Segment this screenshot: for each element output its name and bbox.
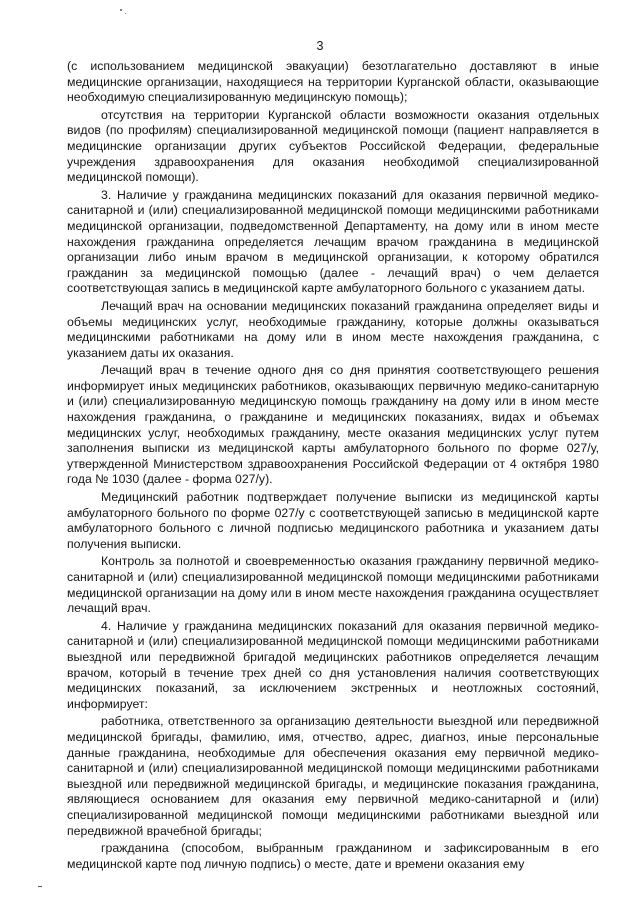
page-number: 3 — [316, 39, 324, 53]
scan-speck — [120, 9, 122, 11]
paragraph: Лечащий врач на основании медицинских показаний гражданина определяет виды и объемы медицинских услуг, необходимые гражданину, которые должны оказываться медицинскими работниками на дому или в ином месте нахождения гражданина, с указанием даты их оказания. — [67, 298, 599, 360]
paragraph: (с использованием медицинской эвакуации) безотлагательно доставляют в иные медицинские организации, находящиеся на территории Курганской области, оказывающие необходимую специализированную медицинскую помощь); — [67, 59, 599, 105]
paragraph: Лечащий врач в течение одного дня со дня принятия соответствующего решения информирует иных медицинских работников, оказывающих первичную медико-санитарную и (или) специализированную медицинскую помощь гражданину на дому или в ином месте нахождения гражданина, о гражданине и медицинских показаниях, видах и объемах медицинских услуг, необходимых гражданину, месте оказания медицинских услуг путем заполнения выписки из медицинской карты амбулаторного больного по форме 027/у, утвержденной Министерством здравоохранения Российской Федерации от 4 октября 1980 года № 1030 (далее - форма 027/у). — [67, 363, 599, 487]
paragraph: Контроль за полнотой и своевременностью оказания гражданину первичной медико-санитарной и (или) специализированной медицинской помощи медицинскими работниками медицинской организации на дому или в ином месте нахождения гражданина осуществляет лечащий врач. — [67, 554, 599, 616]
paragraph: 3. Наличие у гражданина медицинских показаний для оказания первичной медико-санитарной и (или) специализированной медицинской помощи медицинскими работниками медицинской организации, подведомственной Департаменту, на дому или в ином месте нахождения гражданина определяется лечащим врачом гражданина в медицинской организации либо иным врачом в медицинской организации, к которому обратился гражданин за медицинской помощью (далее - лечащий врач) о чем делается соответствующая запись в медицинской карте амбулаторного больного с указанием даты. — [67, 187, 599, 296]
paragraph: Медицинский работник подтверждает получение выписки из медицинской карты амбулаторного больного по форме 027/у с соответствующей записью в медицинской карте амбулаторного больного с личной подписью медицинского работника и указанием даты получения выписки. — [67, 490, 599, 551]
paragraph: 4. Наличие у гражданина медицинских показаний для оказания первичной медико-санитарной и (или) специализированной медицинской помощи медицинскими работниками выездной или передвижной бригадой медицинских работников определяется лечащим врачом, который в течение трех дней со дня установления наличия соответствующих медицинских показаний, за исключением экстренных и неотложных состояний, информирует: — [67, 618, 599, 711]
paragraph: гражданина (способом, выбранным гражданином и зафиксированным в его медицинской карте под личную подпись) о месте, дате и времени оказания ему — [67, 841, 599, 871]
document-body — [67, 59, 599, 874]
paragraph: работника, ответственного за организацию деятельности выездной или передвижной медицинской бригады, фамилию, имя, отчество, адрес, диагноз, иные персональные данные гражданина, необходимые для обеспечения оказания ему первичной медико-санитарной и (или) специализированной медицинской помощи медицинскими работниками выездной или передвижной медицинской бригады, и медицинские показания гражданина, являющиеся основанием для оказания ему первичной медико-санитарной и (или) специализированной медицинской помощи медицинскими работниками выездной или передвижной врачебной бригады; — [67, 714, 599, 838]
scan-speck — [38, 886, 42, 887]
scan-speck — [125, 13, 126, 14]
paragraph: отсутствия на территории Курганской области возможности оказания отдельных видов (по профилям) специализированной медицинской помощи (пациент направляется в медицинские организации других субъектов Российской Федерации, федеральные учреждения здравоохранения для оказания необходимой специализированной медицинской помощи). — [67, 107, 599, 185]
